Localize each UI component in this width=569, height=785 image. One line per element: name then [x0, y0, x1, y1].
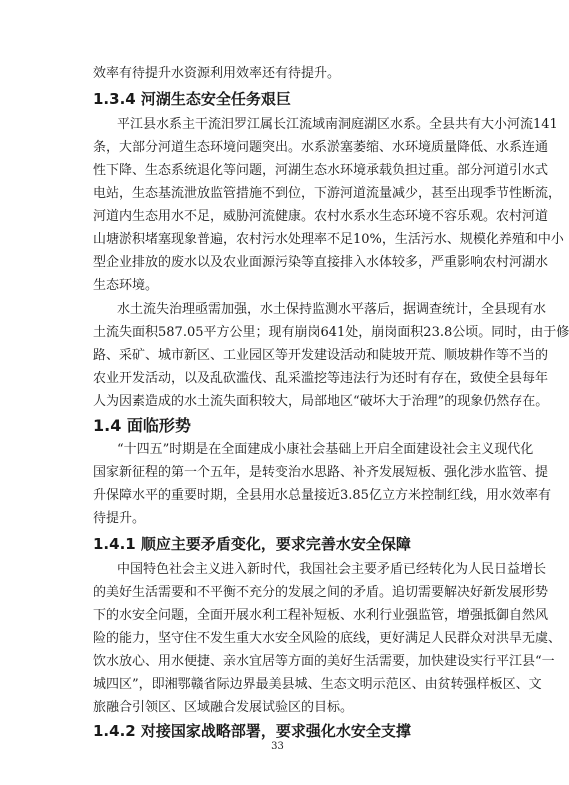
section-heading-1-3-4: 1.3.4 河湖生态安全任务艰巨 [93, 90, 291, 108]
paragraph-line: 待提升。 [93, 511, 146, 526]
section-heading-1-4-1: 1.4.1 顺应主要矛盾变化，要求完善水安全保障 [93, 535, 411, 553]
paragraph-line: 土流失面积587.05平方公里；现有崩岗641处，崩岗面积23.8公顷。同时，由于修 [93, 325, 569, 340]
paragraph-line: 水土流失治理亟需加强，水土保持监测水平落后，据调查统计，全县现有水 [117, 302, 547, 317]
paragraph-line: 路、采矿、城市新区、工业园区等开发建设活动和陡坡开荒、顺坡耕作等不当的 [93, 348, 549, 363]
paragraph-line: 生态环境。 [93, 278, 159, 293]
paragraph-line: 的美好生活需要和不平衡不充分的发展之间的矛盾。追切需要解决好新发展形势 [93, 585, 549, 600]
paragraph-line: 险的能力，坚守住不发生重大水安全风险的底线，更好满足人民群众对洪旱无虞、 [93, 631, 562, 646]
paragraph-line: “十四五”时期是在全面建成小康社会基础上开启全面建设社会主义现代化 [117, 442, 534, 457]
paragraph-line: 下的水安全问题，全面开展水利工程补短板、水利行业强监管，增强抵御自然风 [93, 608, 549, 623]
paragraph-line: 人为因素造成的水土流失面积较大，局部地区“破坏大于治理”的现象仍然存在。 [93, 394, 549, 409]
paragraph-line: 型企业排放的废水以及农业面源污染等直接排入水体较多，严重影响农村河湖水 [93, 255, 549, 270]
paragraph-line: 旅融合引领区、区域融合发展试验区的目标。 [93, 700, 354, 715]
paragraph-line: 平江县水系主干流汨罗江属长江流域南洞庭湖区水系。全县共有大小河流141 [117, 117, 558, 132]
paragraph-line: 条，大部分河道生态环境问题突出。水系淤塞萎缩、水环境质量降低、水系连通 [93, 140, 549, 155]
paragraph-line: 山塘淤积堵塞现象普遍，农村污水处理率不足10%，生活污水、规模化养殖和中小 [93, 232, 564, 247]
section-heading-1-4-2: 1.4.2 对接国家战略部署，要求强化水安全支撑 [93, 722, 411, 740]
paragraph-line: 电站，生态基流泄放监管措施不到位，下游河道流量减少，甚至出现季节性断流， [93, 186, 562, 201]
paragraph-line: 城四区”，即湘鄂赣省际边界最美县城、生态文明示范区、由贫转强样板区、文 [93, 677, 542, 692]
paragraph-line: 饮水放心、用水便捷、亲水宜居等方面的美好生活需要，加快建设实行平江县“一 [93, 654, 555, 669]
paragraph-line: 效率有待提升水资源利用效率还有待提升。 [93, 66, 341, 81]
page-number: 33 [271, 741, 284, 752]
paragraph-line: 农业开发活动，以及乱砍滥伐、乱采滥挖等违法行为还时有存在，致使全县每年 [93, 371, 549, 386]
paragraph-line: 性下降、生态系统退化等问题，河湖生态水环境承载负担过重。部分河道引水式 [93, 163, 549, 178]
paragraph-line: 国家新征程的第一个五年，是转变治水思路、补齐发展短板、强化涉水监管、提 [93, 465, 549, 480]
paragraph-line: 升保障水平的重要时期，全县用水总量接近3.85亿立方米控制红线，用水效率有 [93, 488, 551, 503]
section-heading-1-4: 1.4 面临形势 [93, 416, 191, 435]
paragraph-line: 中国特色社会主义进入新时代，我国社会主要矛盾已经转化为人民日益增长 [117, 562, 547, 577]
paragraph-line: 河道内生态用水不足，威胁河流健康。农村水系水生态环境不容乐观。农村河道 [93, 209, 549, 224]
